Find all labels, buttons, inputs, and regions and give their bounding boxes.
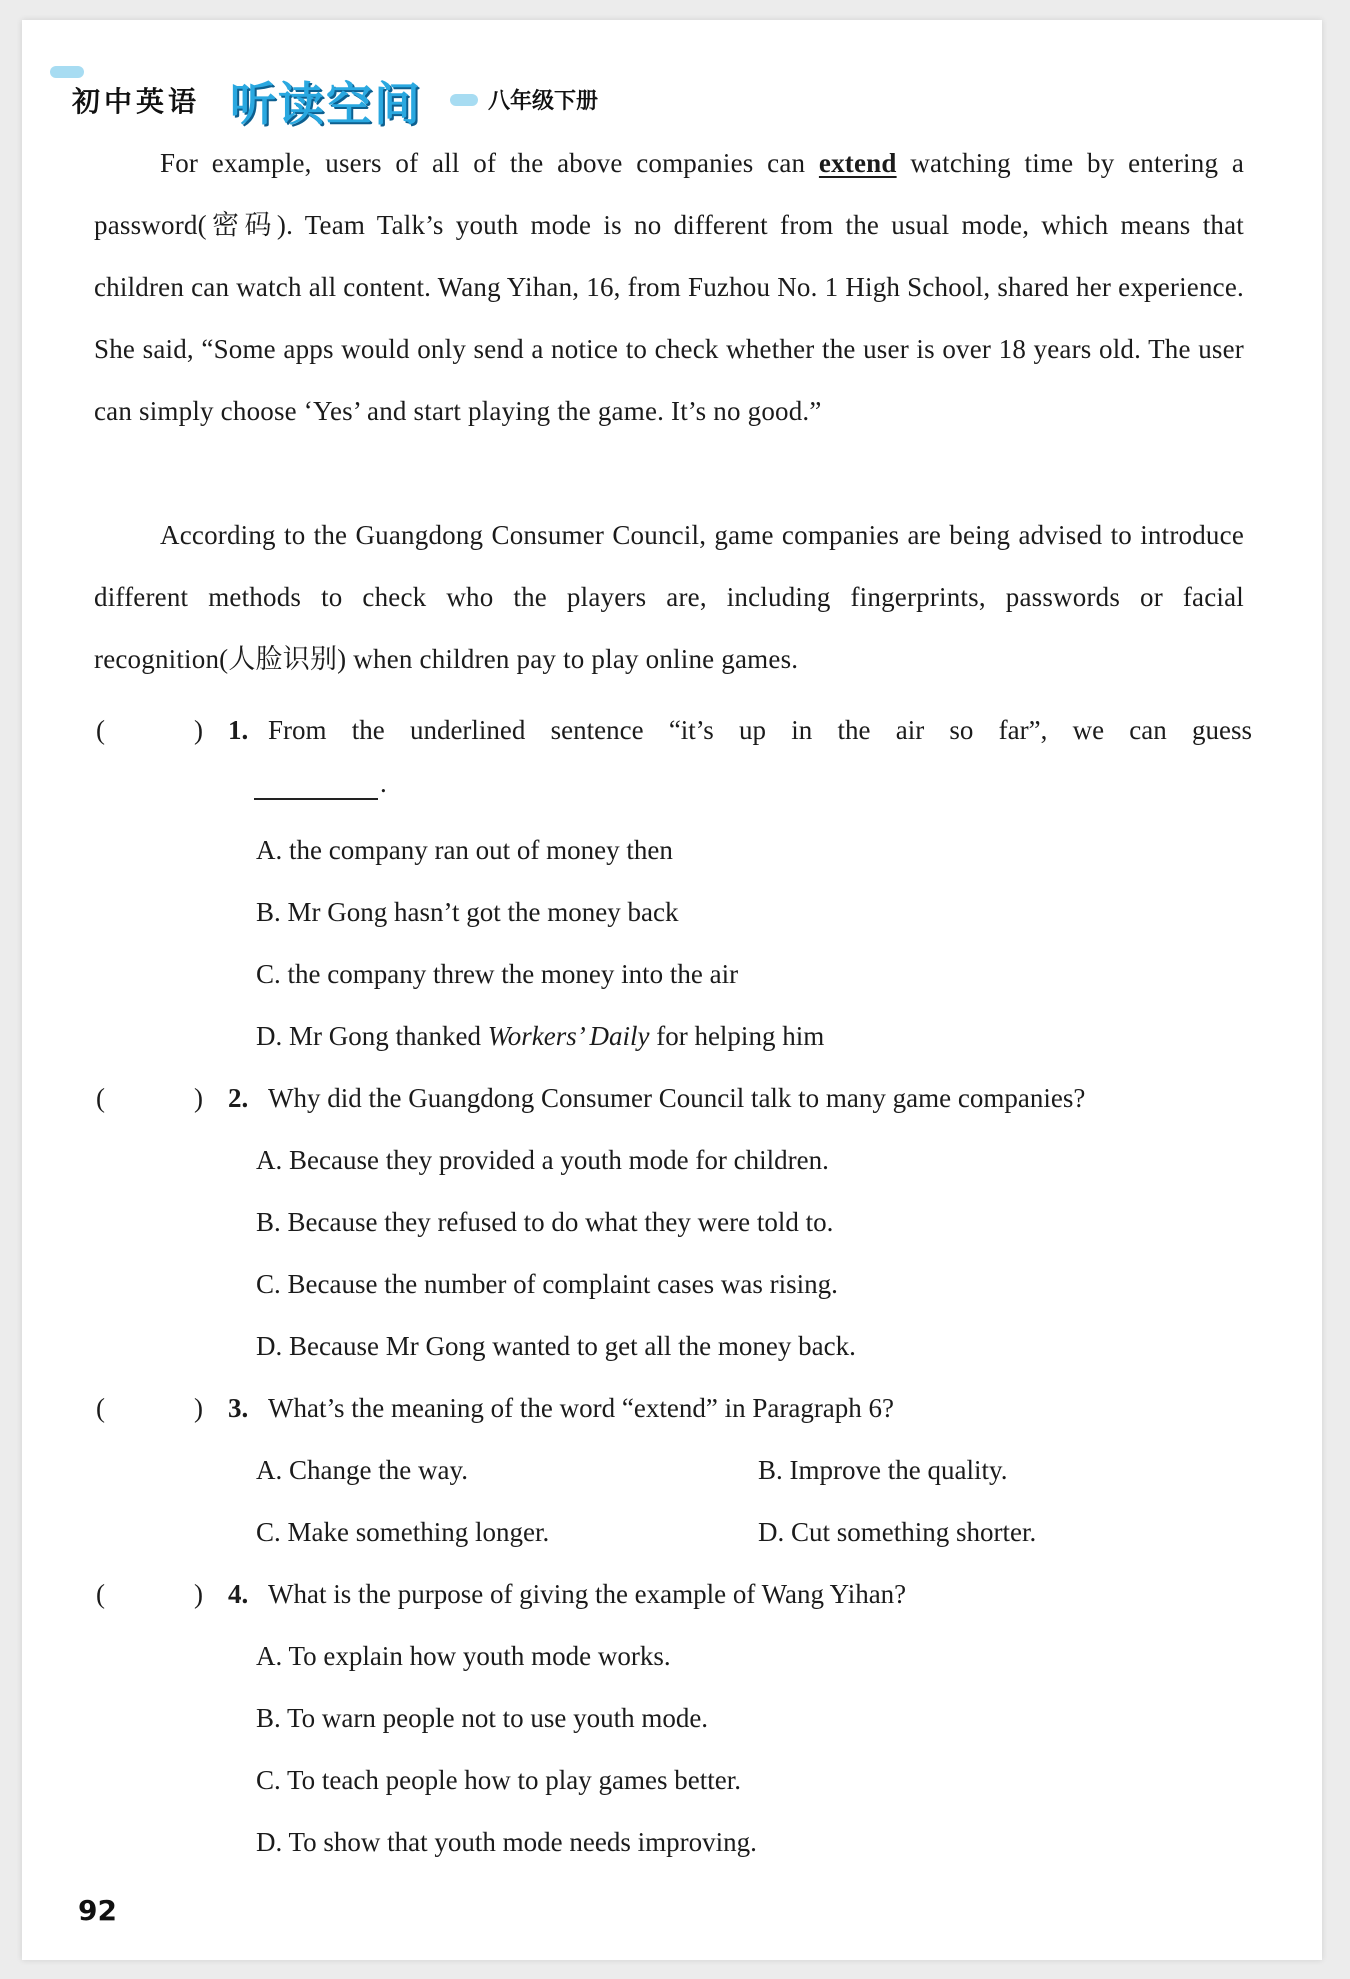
option-d: D. Because Mr Gong wanted to get all the money back.	[256, 1331, 856, 1361]
question-row	[94, 1388, 1254, 1428]
option-d: D. Cut something shorter.	[758, 1517, 1037, 1547]
question-number: 4.	[228, 1579, 249, 1609]
option-a: A. To explain how youth mode works.	[256, 1641, 671, 1671]
question-number: 1.	[228, 715, 249, 745]
question-number: 2.	[228, 1083, 249, 1113]
option-d	[256, 1016, 824, 1056]
option-b: B. Improve the quality.	[758, 1455, 1008, 1485]
grade-label: 八年级下册	[488, 89, 599, 114]
paragraph-text: According to the Guangdong Consumer Council, game companies are being advised to introduce different methods to check who the players are, including fingerprints, passwords or facial recognition(人脸识别) when children pay to play online games.	[94, 520, 1244, 674]
question-row	[94, 1078, 1254, 1118]
question-row	[94, 1574, 1254, 1614]
option-b: B. Because they refused to do what they were told to.	[256, 1207, 834, 1237]
underlined-keyword: extend	[818, 148, 897, 178]
header-decoration	[450, 94, 478, 106]
option-a: A. the company ran out of money then	[256, 835, 673, 865]
passage-paragraph	[94, 132, 1244, 442]
series-title: 初中英语	[72, 85, 201, 118]
answer-paren-open: (	[96, 1579, 105, 1609]
option-c: C. Make something longer.	[256, 1517, 550, 1547]
answer-paren-open: (	[96, 715, 105, 745]
question-text: What is the purpose of giving the example of Wang Yihan?	[268, 1579, 907, 1609]
option-text: for helping him	[656, 1021, 825, 1051]
option-c: C. the company threw the money into the air	[256, 959, 739, 989]
page-sheet	[22, 20, 1322, 1960]
answer-paren-open: (	[96, 1083, 105, 1113]
paragraph-text: For example, users of all of the above companies can	[160, 148, 806, 178]
option-c: C. To teach people how to play games better.	[256, 1765, 741, 1795]
option-a: A. Change the way.	[256, 1455, 468, 1485]
blank-period: .	[380, 768, 387, 798]
question-text: Why did the Guangdong Consumer Council talk to many game companies?	[268, 1083, 1086, 1113]
answer-paren-close: )	[194, 1393, 203, 1423]
question-text: From the underlined sentence “it’s up in the air so far”, we can guess	[268, 715, 1252, 745]
page-number: 92	[78, 1894, 117, 1927]
option-c: C. Because the number of complaint cases was rising.	[256, 1269, 838, 1299]
option-italic-text: Workers’ Daily	[487, 1021, 650, 1051]
answer-paren-close: )	[194, 1579, 203, 1609]
answer-paren-open: (	[96, 1393, 105, 1423]
option-b: B. To warn people not to use youth mode.	[256, 1703, 709, 1733]
answer-paren-close: )	[194, 1083, 203, 1113]
option-a: A. Because they provided a youth mode for children.	[256, 1145, 829, 1175]
answer-blank	[254, 798, 378, 800]
header-decoration	[50, 66, 84, 78]
paragraph-text: watching time by entering a password(密码). Team Talk’s youth mode is no different from the usual mode, which means that children can watch all content. Wang Yihan, 16, from Fuzhou No. 1 High School, shared her experience. She said, “Some apps would only send a notice to check whether the user is over 18 years old. The user can simply choose ‘Yes’ and start playing the game. It’s no good.”	[94, 148, 1245, 426]
option-text: D. Mr Gong thanked	[256, 1021, 481, 1051]
page-header	[50, 50, 750, 140]
passage-paragraph	[94, 504, 1244, 690]
option-d: D. To show that youth mode needs improving.	[256, 1827, 757, 1857]
question-row	[94, 710, 1254, 750]
option-b: B. Mr Gong hasn’t got the money back	[256, 897, 679, 927]
brand-logo: 听读空间	[230, 77, 422, 131]
answer-paren-close: )	[194, 715, 203, 745]
question-number: 3.	[228, 1393, 249, 1423]
question-text: What’s the meaning of the word “extend” in Paragraph 6?	[268, 1393, 895, 1423]
